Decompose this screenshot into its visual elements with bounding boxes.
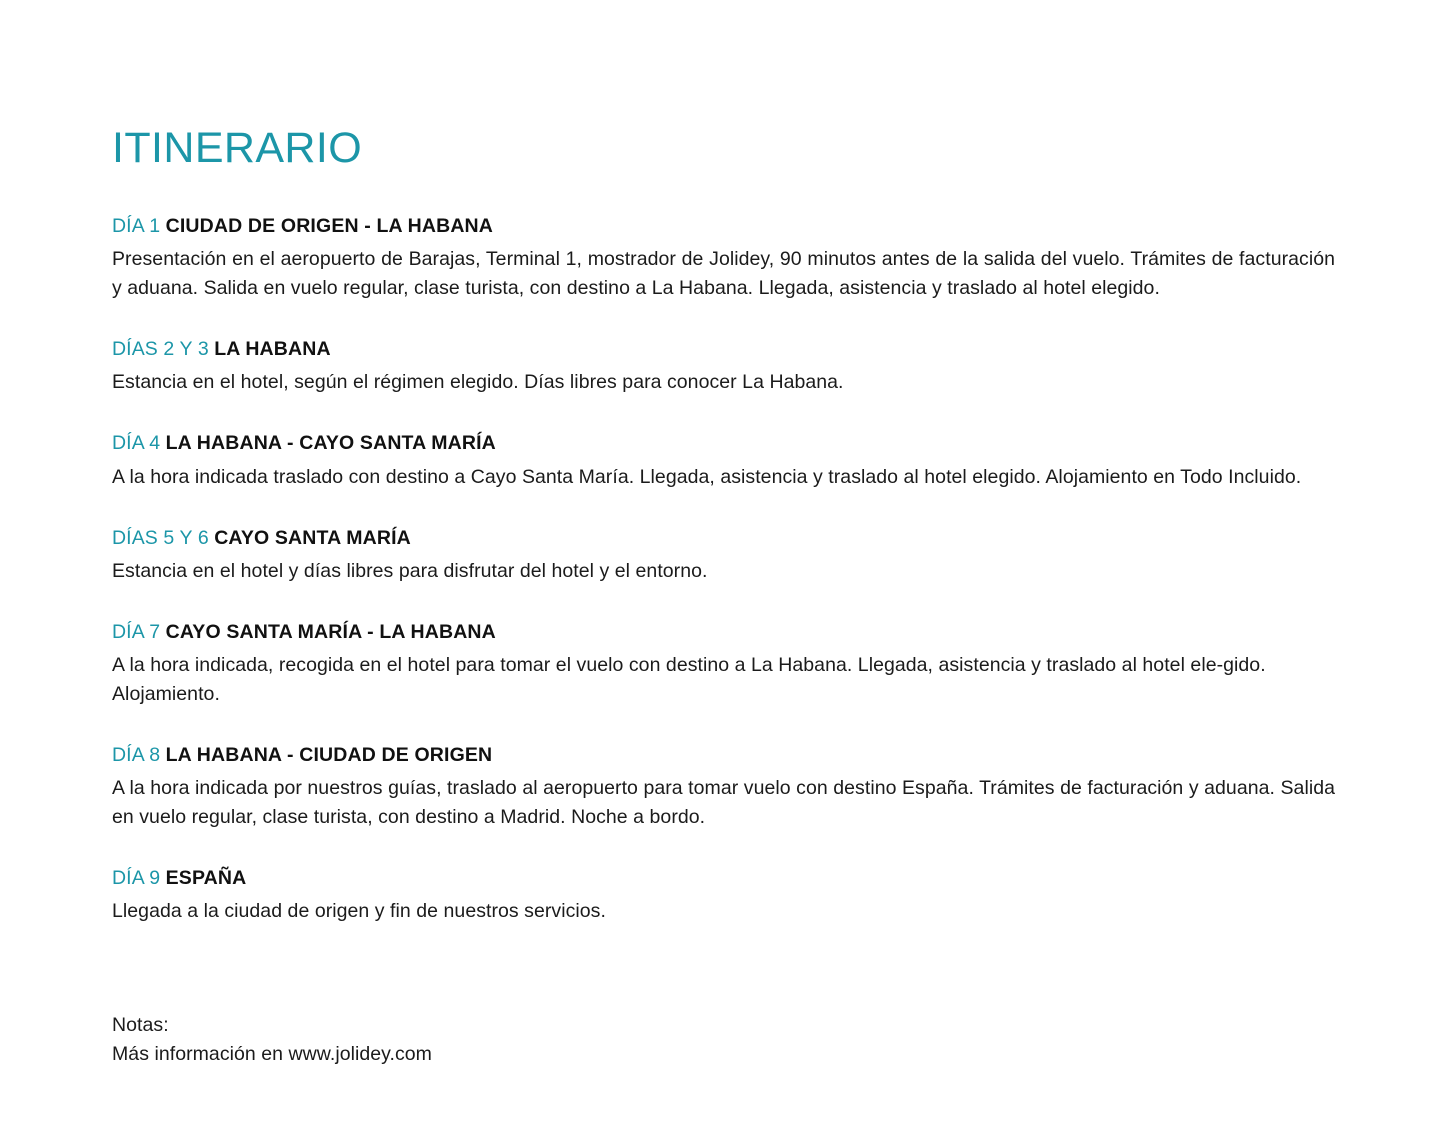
day-block-1 [112, 213, 1335, 303]
day-heading-3 [112, 430, 1335, 456]
day-label-3: DÍA 4 [112, 432, 161, 455]
day-title-1: CIUDAD DE ORIGEN - LA HABANA [165, 215, 494, 238]
page-title: ITINERARIO [112, 124, 363, 172]
day-block-3 [112, 430, 1335, 491]
day-body-2: Estancia en el hotel, según el régimen elegido. Días libres para conocer La Habana. [112, 371, 844, 394]
day-heading-6 [112, 742, 1335, 768]
day-block-5 [112, 619, 1335, 709]
itinerary-content [112, 126, 1335, 1069]
day-block-4 [112, 525, 1335, 586]
day-title-7: ESPAÑA [165, 866, 247, 889]
day-label-5: DÍA 7 [112, 620, 161, 643]
day-heading-1 [112, 213, 1335, 239]
day-title-2: LA HABANA [214, 338, 331, 361]
day-body-1: Presentación en el aeropuerto de Barajas, Terminal 1, mostrador de Jolidey, 90 minutos antes de la salida del vuelo. Trámites de facturación y aduana. Salida en vuelo regular, clase turista, con destino a La Habana. Llegada, asistencia y traslado al hotel elegido. [112, 248, 1335, 300]
day-heading-7 [112, 865, 1335, 891]
day-body-4: Estancia en el hotel y días libres para disfrutar del hotel y el entorno. [112, 559, 708, 582]
day-label-4: DÍAS 5 Y 6 [112, 526, 209, 549]
day-title-4: CAYO SANTA MARÍA [214, 526, 411, 549]
day-label-7: DÍA 9 [112, 866, 161, 889]
day-label-1: DÍA 1 [112, 215, 161, 238]
day-title-3: LA HABANA - CAYO SANTA MARÍA [165, 432, 496, 455]
day-label-2: DÍAS 2 Y 3 [112, 338, 209, 361]
notes-heading: Notas: [112, 1013, 169, 1036]
day-block-7 [112, 865, 1335, 926]
day-title-6: LA HABANA - CIUDAD DE ORIGEN [165, 743, 493, 766]
notes-info-line: Más información en www.jolidey.com [112, 1042, 432, 1065]
day-body-3: A la hora indicada traslado con destino a Cayo Santa María. Llegada, asistencia y traslado al hotel elegido. Alojamiento en Todo Incluido. [112, 465, 1302, 488]
day-title-5: CAYO SANTA MARÍA - LA HABANA [165, 620, 496, 643]
day-body-6: A la hora indicada por nuestros guías, traslado al aeropuerto para tomar vuelo con destino España. Trámites de facturación y aduana. Salida en vuelo regular, clase turista, con destino a Madrid. Noche a bordo. [112, 777, 1335, 828]
day-block-2 [112, 336, 1335, 397]
day-heading-5 [112, 619, 1335, 645]
day-heading-2 [112, 336, 1335, 362]
day-body-5: A la hora indicada, recogida en el hotel para tomar el vuelo con destino a La Habana. Llegada, asistencia y traslado al hotel ele-gido. Alojamiento. [112, 654, 1266, 705]
day-body-7: Llegada a la ciudad de origen y fin de nuestros servicios. [112, 900, 606, 923]
day-block-6 [112, 742, 1335, 832]
notes-section [112, 1011, 1335, 1069]
day-heading-4 [112, 525, 1335, 551]
day-label-6: DÍA 8 [112, 743, 161, 766]
